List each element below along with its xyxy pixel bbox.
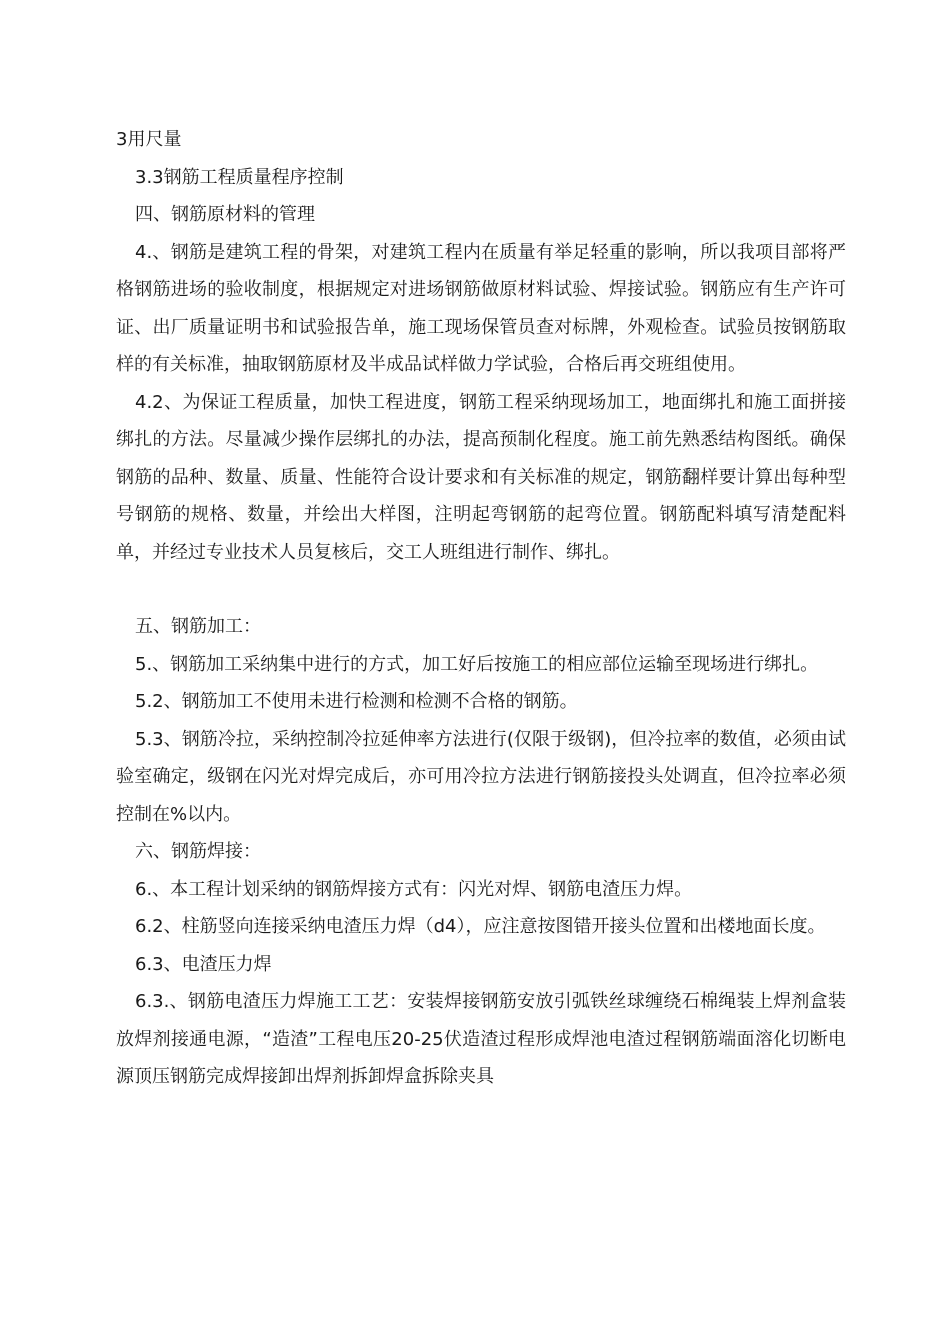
paragraph-spacer	[116, 571, 846, 608]
paragraph-measure-note: 3用尺量	[116, 129, 182, 150]
heading-6-welding: 六、钢筋焊接：	[135, 841, 261, 862]
heading-5-processing: 五、钢筋加工：	[135, 616, 261, 637]
paragraph-5-3: 5.3、钢筋冷拉，采纳控制冷拉延伸率方法进行(仅限于级钢)，但冷拉率的数值，必须由试验室确定，级钢在闪光对焊完成后，亦可用冷拉方法进行钢筋接投头处调直，但冷拉率必须控制在%以内。	[116, 728, 846, 825]
paragraph-6-2: 6.2、柱筋竖向连接采纳电渣压力焊（d4），应注意按图错开接头位置和出楼地面长度。	[135, 916, 826, 937]
heading-3-3-quality-control: 3.3钢筋工程质量程序控制	[135, 166, 344, 188]
heading-4-raw-materials: 四、钢筋原材料的管理	[135, 204, 315, 225]
paragraph-5-2: 5.2、钢筋加工不使用未进行检测和检测不合格的钢筋。	[135, 691, 578, 712]
paragraph-6-3-1: 6.3.、钢筋电渣压力焊施工工艺：安装焊接钢筋安放引弧铁丝球缠绕石棉绳装上焊剂盒装放焊剂接通电源，“造渣”工程电压20-25伏造渣过程形成焊池电渣过程钢筋端面溶化切断电源顶压钢筋完成焊接卸出焊剂拆卸焊盒拆除夹具	[116, 991, 846, 1087]
paragraph-4-2: 4.2、为保证工程质量，加快工程进度，钢筋工程采纳现场加工，地面绑扎和施工面拼接绑扎的方法。尽量减少操作层绑扎的办法，提高预制化程度。施工前先熟悉结构图纸。确保钢筋的品种、数量、质量、性能符合设计要求和有关标准的规定，钢筋翻样要计算出每种型号钢筋的规格、数量，并绘出大样图，注明起弯钢筋的起弯位置。钢筋配料填写清楚配料单，并经过专业技术人员复核后，交工人班组进行制作、绑扎。	[116, 391, 846, 563]
paragraph-4-1: 4.、钢筋是建筑工程的骨架，对建筑工程内在质量有举足轻重的影响，所以我项目部将严格钢筋进场的验收制度，根据规定对进场钢筋做原材料试验、焊接试验。钢筋应有生产许可证、出厂质量证明书和试验报告单，施工现场保管员查对标牌，外观检查。试验员按钢筋取样的有关标准，抽取钢筋原材及半成品试样做力学试验，合格后再交班组使用。	[116, 241, 846, 375]
paragraph-5-1: 5.、钢筋加工采纳集中进行的方式，加工好后按施工的相应部位运输至现场进行绑扎。	[135, 653, 819, 675]
document-body	[116, 121, 846, 1096]
heading-6-3-electroslag: 6.3、电渣压力焊	[135, 953, 272, 975]
paragraph-6-1: 6.、本工程计划采纳的钢筋焊接方式有：闪光对焊、钢筋电渣压力焊。	[135, 878, 693, 900]
